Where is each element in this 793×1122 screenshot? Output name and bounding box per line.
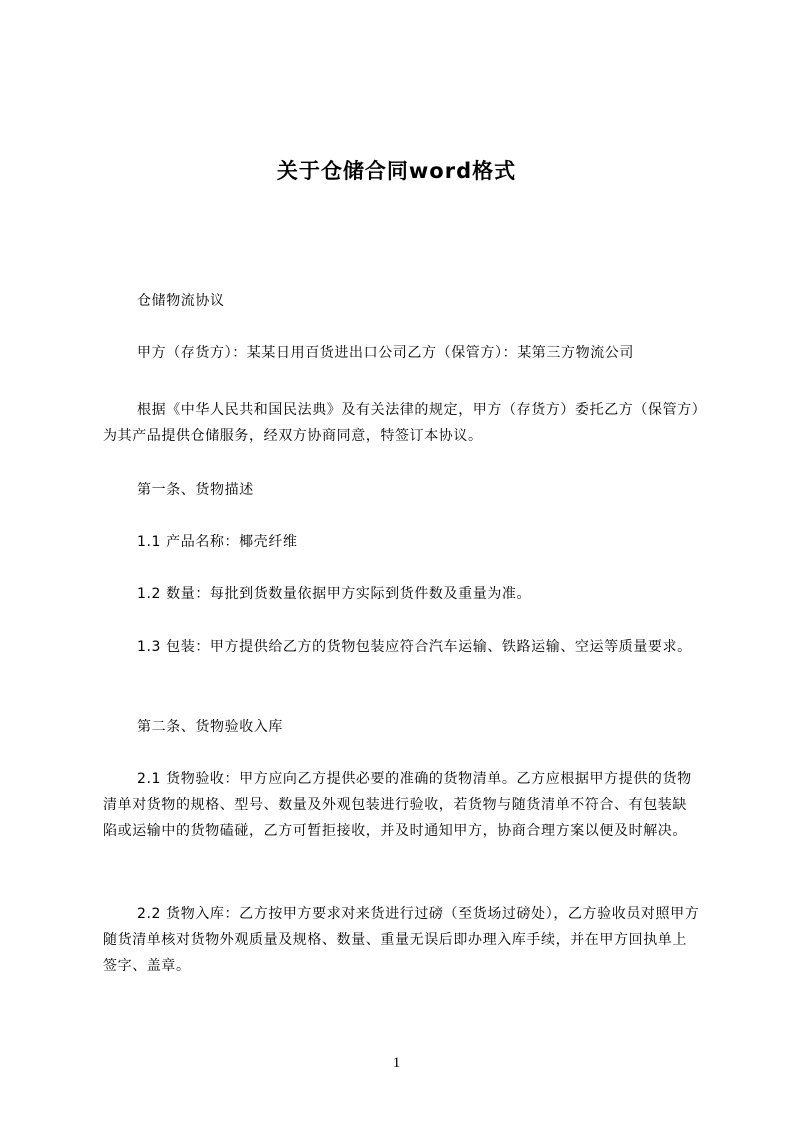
page-title: 关于仓储合同word格式 xyxy=(276,159,517,184)
preamble-paragraph: 根据《中华人民共和国民法典》及有关法律的规定，甲方（存货方）委托乙方（保管方）为其产品提供仓储服务，经双方协商同意，特签订本协议。 xyxy=(103,402,700,444)
agreement-name: 仓储物流协议 xyxy=(137,293,225,309)
clause-2-2: 2.2 货物入库：乙方按甲方要求对来货进行过磅（至货场过磅处），乙方验收员对照甲方随货清单核对货物外观质量及规格、数量、重量无误后即办理入库手续，并在甲方回执单上签字、盖章。 xyxy=(103,906,700,974)
clause-1-2: 1.2 数量：每批到货数量依据甲方实际到货件数及重量为准。 xyxy=(137,586,532,602)
article-1-heading: 第一条、货物描述 xyxy=(137,482,254,498)
clause-1-1: 1.1 产品名称：椰壳纤维 xyxy=(137,534,298,550)
article-2-heading: 第二条、货物验收入库 xyxy=(137,719,283,735)
clause-2-1: 2.1 货物验收：甲方应向乙方提供必要的准确的货物清单。乙方应根据甲方提供的货物清单对货物的规格、型号、数量及外观包装进行验收，若货物与随货清单不符合、有包装缺陷或运输中的货物磕碰，乙方可暂拒接收，并及时通知甲方，协商合理方案以便及时解决。 xyxy=(103,771,692,839)
parties-line: 甲方（存货方）：某某日用百货进出口公司乙方（保管方）：某第三方物流公司 xyxy=(137,345,634,361)
page-number: 1 xyxy=(392,1055,401,1071)
clause-1-3: 1.3 包装：甲方提供给乙方的货物包装应符合汽车运输、铁路运输、空运等质量要求。 xyxy=(137,639,692,655)
